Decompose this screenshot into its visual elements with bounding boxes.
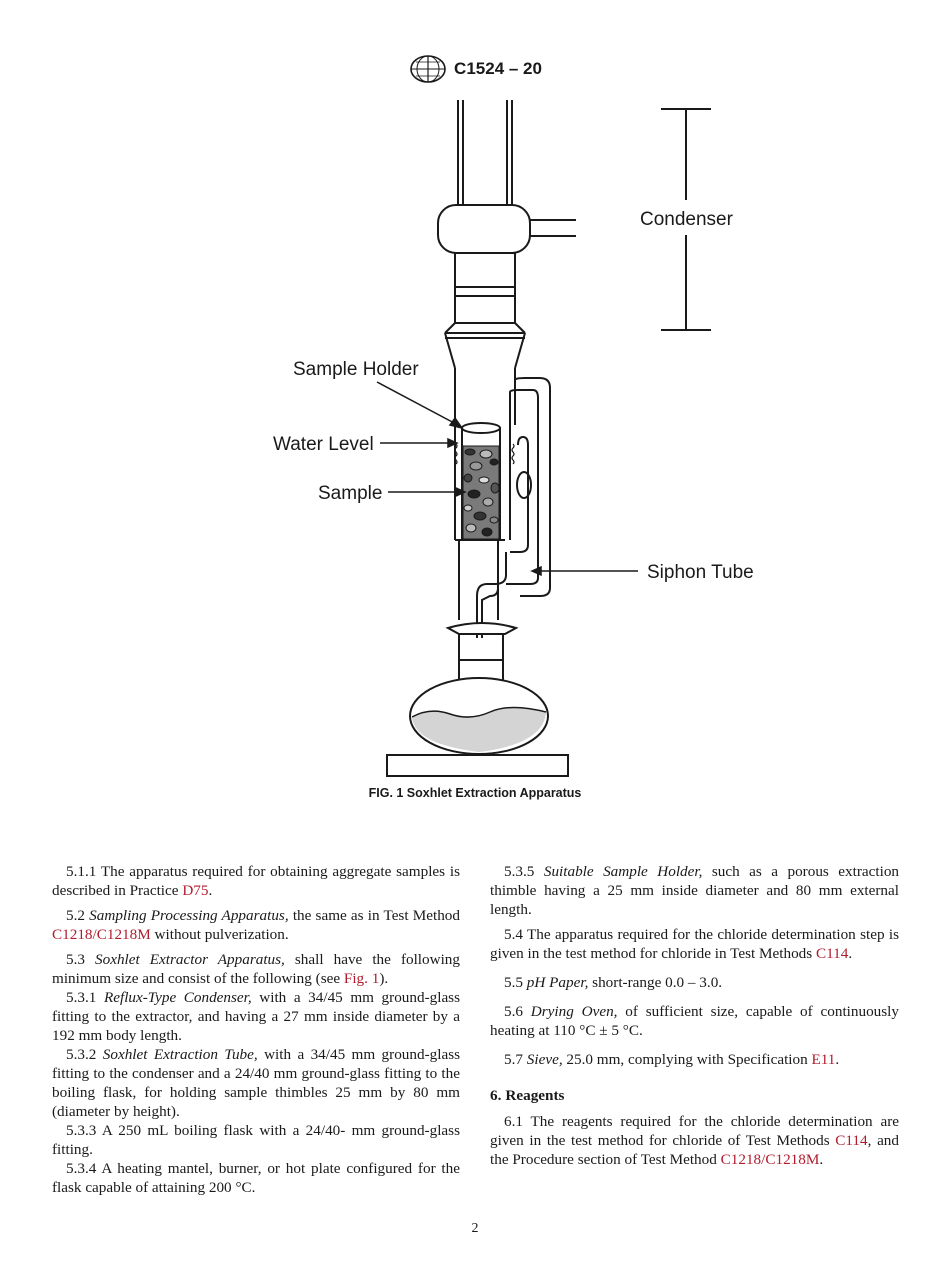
- paragraph-5-4: 5.4 The apparatus required for the chloride determination step is given in the test method for chloride in Test Methods C114.: [490, 926, 899, 962]
- paragraph-5-3-5: 5.3.5 Suitable Sample Holder, such as a porous extraction thimble having a 25 mm inside diameter and 80 mm external length.: [490, 863, 900, 918]
- ref-fig1-link[interactable]: Fig. 1: [343, 970, 380, 987]
- ref-d75-link[interactable]: D75: [182, 882, 209, 899]
- paragraph-5-3-1: 5.3.1 Reflux-Type Condenser, with a 34/45 mm ground-glass fitting to the extractor, and having a 27 mm inside diameter by a 192 mm body length.: [52, 989, 461, 1044]
- paragraph-5-3-2: 5.3.2 Soxhlet Extraction Tube, with a 34/45 mm ground-glass fitting to the condenser and a 24/40 mm ground-glass fitting to the boiling flask, for holding sample thimbles 25 mm by 80 mm (diameter by height).: [52, 1046, 461, 1120]
- page-header: [0, 54, 950, 84]
- paragraph-5-2: 5.2 Sampling Processing Apparatus, the same as in Test Method C1218/C1218M without pulverization.: [52, 907, 460, 943]
- paragraph-5-5: 5.5 pH Paper, short-range 0.0 – 3.0.: [504, 974, 723, 991]
- paragraph-6-1: 6.1 The reagents required for the chloride determination are given in the test method for chloride of Test Methods C114, and the Procedure section of Test Method C1218/C1218M.: [490, 1113, 899, 1168]
- ref-c114-link-2[interactable]: C114: [835, 1132, 868, 1149]
- paragraph-5-3-4: 5.3.4 A heating mantel, burner, or hot plate configured for the flask capable of attaining 200 °C.: [52, 1160, 460, 1196]
- label-siphon-tube: Siphon Tube: [647, 562, 754, 583]
- callout-lines: [377, 382, 638, 575]
- ref-c1218-link-2[interactable]: C1218/C1218M: [720, 1151, 820, 1168]
- sample-pattern: [463, 446, 499, 539]
- paragraph-5-6: 5.6 Drying Oven, of sufficient size, capable of continuously heating at 110 °C ± 5 °C.: [490, 1003, 899, 1039]
- ref-e11-link[interactable]: E11: [811, 1051, 836, 1068]
- astm-logo-icon: [408, 54, 448, 84]
- soxhlet-apparatus-figure: [0, 90, 950, 790]
- label-sample: Sample: [318, 483, 383, 504]
- label-condenser: Condenser: [640, 209, 733, 230]
- ref-c114-link[interactable]: C114: [815, 945, 849, 962]
- paragraph-5-3: 5.3 Soxhlet Extractor Apparatus, shall have the following minimum size and consist of the following (see Fig. 1).: [52, 951, 460, 987]
- paragraph-5-7: 5.7 Sieve, 25.0 mm, complying with Specification E11.: [504, 1051, 840, 1068]
- label-sample-holder: Sample Holder: [293, 359, 419, 380]
- label-water-level: Water Level: [273, 434, 374, 455]
- document-id: C1524 – 20: [454, 59, 542, 78]
- figure-caption: FIG. 1 Soxhlet Extraction Apparatus: [368, 786, 582, 800]
- paragraph-5-3-3: 5.3.3 A 250 mL boiling flask with a 24/40- mm ground-glass fitting.: [52, 1122, 460, 1158]
- page-number: 2: [471, 1221, 479, 1236]
- ref-c1218-link[interactable]: C1218/C1218M: [52, 926, 151, 943]
- left-column: [52, 862, 460, 1197]
- condenser-drawing: [438, 100, 576, 368]
- right-column: [490, 862, 899, 1169]
- paragraph-5-1-1: 5.1.1 The apparatus required for obtaining aggregate samples is described in Practice D75.: [52, 863, 460, 899]
- section-heading-reagents: 6. Reagents: [490, 1087, 565, 1104]
- boiling-flask-drawing: [387, 623, 568, 776]
